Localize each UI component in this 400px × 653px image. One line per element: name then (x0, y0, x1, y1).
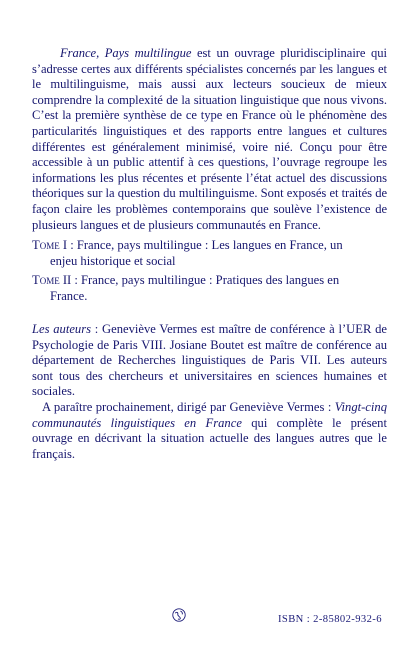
tome-1-label: Tome I (32, 238, 68, 252)
globe-emblem-icon (172, 608, 186, 622)
announcement-rest: qui complète le présent ouvrage en décrivant la situation actuelle des langues autres que le français. (32, 415, 387, 461)
description-text: est un ouvrage pluridisciplinaire qui s’adresse certes aux différents spécialistes concernés par les langues et le multilinguisme, mais aussi aux lecteurs soucieux de mieux comprendre la complexité de la situation linguistique que nous vivons. C’est la première synthèse de ce type en France où le phénomène des particularités linguistiques et des rapports entre langues et cultures différentes est généralement minimisé, voire nié. Conçu pour être accessible à un public attentif à ces questions, l’ouvrage regroupe les informations les plus récentes et présente l’état actuel des discussions théoriques sur la question du multilinguisme. Sont exposés et traités de façon claire les problèmes contemporains que soulève l’existence de plusieurs langues et de plusieurs communautés en France. (32, 46, 387, 232)
tome-1-entry (32, 238, 387, 269)
description-paragraph (32, 46, 387, 233)
announcement-lead: A paraître prochainement, dirigé par Geneviève Vermes : (42, 399, 335, 414)
authors-text: : Geneviève Vermes est maître de conférence à l’UER de Psychologie de Paris VIII. Josiane Boutet est maître de conférence au département de Recherches linguistiques de Paris VII. Les auteurs sont tous des chercheurs et universitaires en sciences humaines et sociales. (32, 322, 387, 399)
isbn: ISBN : 2-85802-932-6 (278, 614, 382, 625)
tome-2-text: : France, pays multilingue : Pratiques des langues en (71, 273, 340, 287)
authors-heading: Les auteurs (32, 322, 92, 336)
tome-2-label: Tome II (32, 273, 72, 287)
tome-2-entry (32, 273, 387, 304)
authors-section (32, 322, 387, 462)
authors-paragraph (32, 322, 387, 400)
announcement-title: Vingt-cinq communautés linguistiques en France (32, 399, 387, 430)
tome-1-continuation: enjeu historique et social (50, 253, 176, 268)
tome-2-continuation: France. (50, 288, 88, 303)
tome-1-text: : France, pays multilingue : Les langues en France, un (67, 238, 343, 252)
book-title: France, Pays multilingue (60, 46, 192, 60)
book-description (32, 46, 387, 233)
announcement-paragraph (32, 400, 387, 462)
